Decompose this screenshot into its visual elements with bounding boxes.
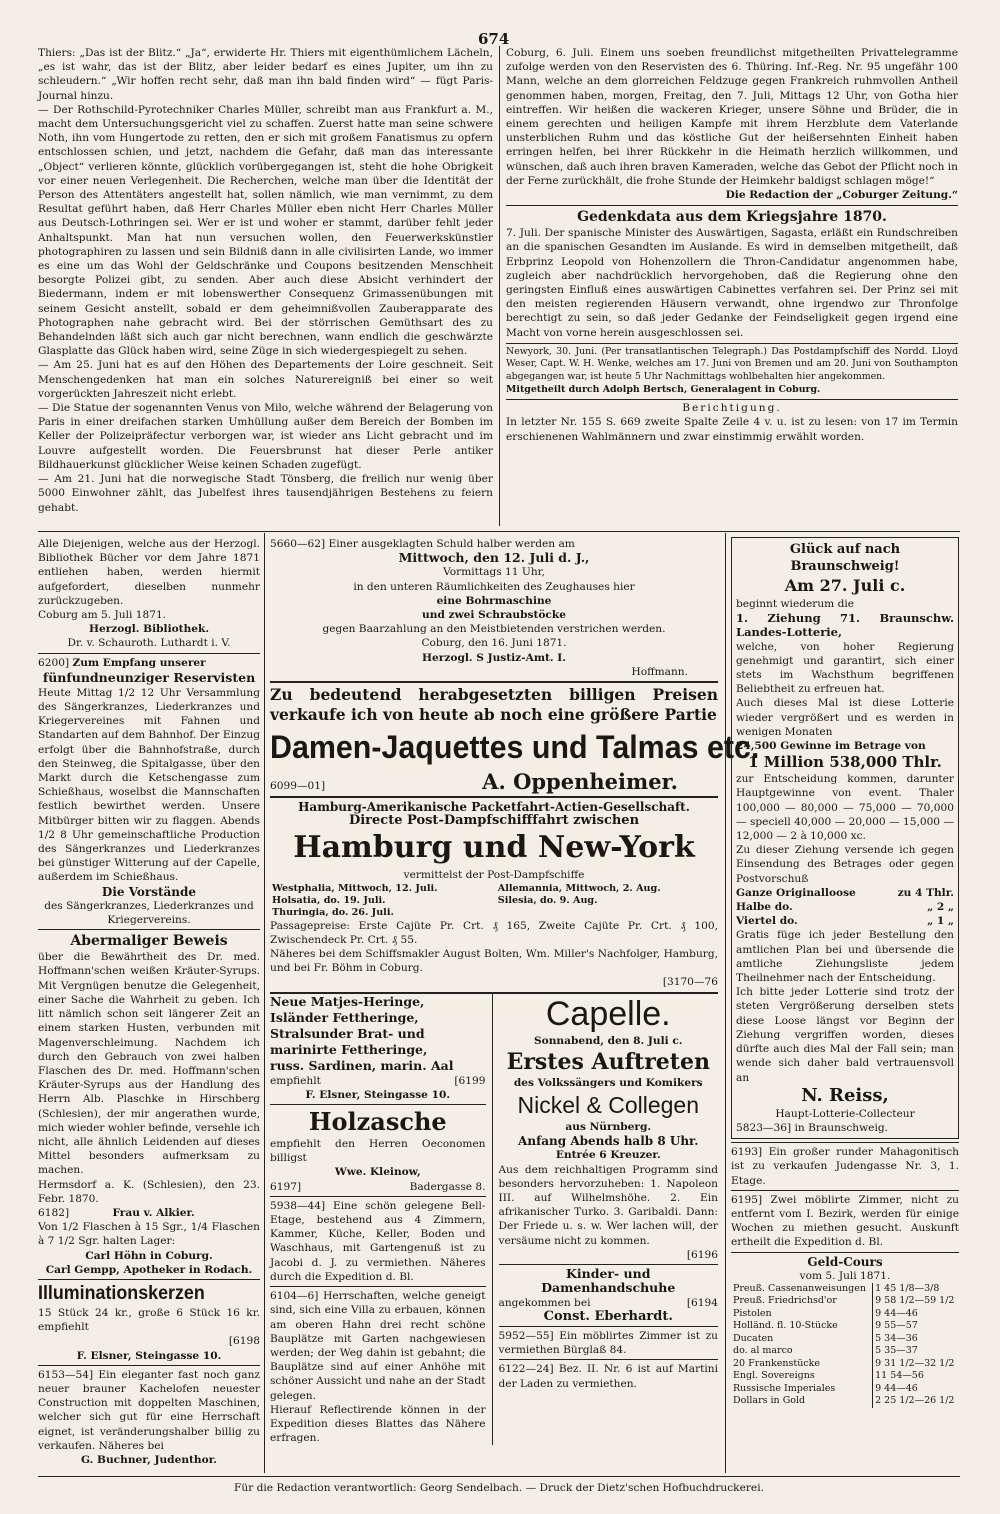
handschuhe-ad	[499, 1267, 718, 1324]
bibliothek-text: Alle Diejenigen, welche aus der Herzogl. Bibliothek Bücher vor dem Jahre 1871 entliehen haben, werden hiermit aufgefordert, dieselben nunmehr zurückzugeben.	[38, 538, 260, 607]
beweis-id: 6182]	[38, 1206, 70, 1219]
kurs-row	[731, 1383, 959, 1396]
lotterie-gewinne: 24,500 Gewinne im Betrage von	[736, 740, 926, 753]
illumination-id: [6198	[228, 1335, 260, 1348]
paragraph-toensberg: — Am 21. Juni hat die norwegische Stadt Tönsberg, die freilich nur wenig über 5000 Einwohner zählt, das Jubelfest ihres tausendjährigen Bestehens zu feiern gehabt.	[38, 473, 493, 514]
column-divider	[725, 533, 726, 1473]
kurs-value: 9 58 1/2—59 1/2	[873, 1295, 959, 1308]
divider	[270, 796, 718, 798]
kurs-label: Pistolen	[733, 1307, 772, 1319]
capelle-id: [6196	[686, 1248, 718, 1261]
kurs-row	[731, 1395, 959, 1408]
kurs-label: Russische Imperiales	[733, 1382, 836, 1394]
ship-cell: Holsatia, do. 19. Juli.	[272, 894, 386, 906]
beweis-ad	[38, 932, 260, 1277]
illumination-ad	[38, 1282, 260, 1363]
handschuhe-text: angekommen bei	[498, 1296, 591, 1309]
lotterie-million: 1 Million 538,000 Thlr.	[748, 753, 942, 772]
empfang-sub: des Sängerkranzes, Liederkranzes und Kriegervereins.	[44, 899, 254, 927]
lose-row	[736, 914, 954, 928]
divider	[499, 1264, 718, 1265]
kurs-label: Ducaten	[733, 1332, 774, 1344]
berichtigung-text: In letzter Nr. 155 S. 669 zweite Spalte Zeile 4 v. u. ist zu lesen: von 17 im Termin erschienenen Wahlmännern und zwar einstimmig erwählt worden.	[506, 416, 958, 443]
schuld-place: in den unteren Räumlichkeiten des Zeughauses hier	[353, 580, 635, 593]
kurs-value: 11 54—56	[873, 1370, 959, 1383]
divider	[506, 399, 958, 400]
divider	[270, 1104, 486, 1105]
lotterie-text-1: welche, von hoher Regierung genehmigt und garantirt, sich einer stets im Wachsthum begriffenen Beliebtheit zu erfreuen hat.	[736, 640, 954, 696]
top-right-news	[506, 46, 958, 444]
ship-cell: Westphalia, Mittwoch, 12. Juli.	[272, 882, 438, 894]
lose-price: „ 2 „	[927, 901, 954, 914]
kurs-row	[731, 1333, 959, 1346]
lose-row	[736, 900, 954, 914]
handschuhe-sign: Const. Eberhardt.	[543, 1308, 673, 1324]
matjes-ad	[270, 994, 486, 1102]
column-divider	[499, 46, 500, 526]
beweis-sign: Frau v. Alkier.	[112, 1206, 195, 1219]
divider	[731, 1252, 959, 1253]
illumination-sign: F. Elsner, Steingasse 10.	[76, 1349, 222, 1362]
kurs-value: 5 35—37	[873, 1345, 959, 1358]
kurs-value: 9 44—46	[873, 1383, 959, 1396]
matjes-line: Neue Matjes-Heringe,	[270, 993, 425, 1009]
kurs-row	[731, 1358, 959, 1371]
capelle-nickel: Nickel & Collegen	[517, 1092, 700, 1119]
ads-column-1	[38, 537, 260, 1467]
lose-price: zu 4 Thlr.	[897, 886, 954, 899]
capelle-programm: Aus dem reichhaltigen Programm sind besonders hervorzuheben: 1. Napoleon III. auf Wilhelmshöhe. 2. Ein afrikanischer Turko. 3. Garibaldi. Dann: Der Friede u. s. w. Wer lachen will, der versäume nicht zu kommen.	[498, 1163, 718, 1247]
divider	[731, 1190, 959, 1191]
illumination-text: 15 Stück 24 kr., große 6 Stück 16 kr. empfiehlt	[38, 1306, 260, 1334]
schuld-item-2: und zwei Schraubstöcke	[422, 609, 566, 622]
lotterie-sub: Haupt-Lotterie-Collecteur	[775, 1107, 915, 1120]
ship-cell: Silesia, do. 9. Aug.	[497, 894, 598, 906]
schuld-name: Hoffmann.	[631, 665, 688, 678]
ofen-ad	[38, 1368, 260, 1467]
matjes-id: [6199	[454, 1074, 486, 1087]
handschuhe-id: [6194	[686, 1296, 718, 1309]
divider	[270, 1286, 486, 1287]
bibliothek-ad	[38, 537, 260, 651]
kurs-row	[731, 1370, 959, 1383]
coburg-telegram: Coburg, 6. Juli. Einem uns soeben freundlichst mitgetheilten Privattelegramme zufolge werden von den Reservisten des 6. Thüring. Inf.-Reg. Nr. 95 ungefähr 100 Mann, welche an dem glorreichen Feldzuge gegen Frankreich ruhmvollen Antheil genommen haben, morgen, Freitag, den 7. Juli, Mittags 12 Uhr, von Gotha hier eintreffen. Wir heißen die wackeren Krieger, unsere Söhne und Brüder, die in einem gerechten und heiligen Kampfe mit ihrem Herzblute dem Vaterlande unsterblichen Ruhm und das köstliche Gut der heißersehnten Einheit haben erringen helfen, bei ihrer Rückkehr in die Heimath herzlich willkommen, und wünschen, daß auch ihren braven Kameraden, welche das Gebot der Pflicht noch in der Ferne zurückhält, die frohe Stunde der Heimkehr baldigst schlagen möge!“	[506, 47, 958, 187]
beweis-price: Von 1/2 Flaschen à 15 Sgr., 1/4 Flaschen à 7 1/2 Sgr. halten Lager:	[38, 1221, 260, 1248]
divider	[499, 1359, 718, 1360]
hapag-big: Hamburg und New-York	[293, 830, 695, 866]
capelle-nbg: aus Nürnberg.	[565, 1121, 652, 1134]
kurs-value: 9 44—46	[873, 1308, 959, 1321]
divider	[270, 1196, 486, 1197]
kurs-label: Preuß. Friedrichsd'or	[733, 1295, 837, 1307]
kurs-label: 20 Frankenstücke	[733, 1357, 821, 1369]
kurs-row	[731, 1295, 959, 1308]
schuld-time: Vormittags 11 Uhr,	[443, 566, 545, 579]
lotterie-begin: beginnt wiederum die	[736, 598, 855, 610]
matjes-sign: F. Elsner, Steingasse 10.	[305, 1088, 451, 1101]
capelle-start: Anfang Abends halb 8 Uhr.	[518, 1134, 699, 1149]
bibliothek-names: Dr. v. Schauroth. Luthardt i. V.	[67, 637, 231, 650]
capelle-title: Capelle.	[545, 994, 671, 1033]
column-divider	[264, 533, 265, 1473]
ship-cell: Thuringia, do. 26. Juli.	[272, 906, 394, 918]
matjes-line: marinirte Fettheringe,	[270, 1041, 428, 1057]
lotterie-title: Glück auf nach Braunschweig!	[789, 542, 901, 574]
capelle-date: Sonnabend, den 8. Juli c.	[534, 1034, 683, 1047]
ofen-sign: G. Buchner, Judenthor.	[80, 1453, 217, 1466]
handschuhe-title: Kinder- und Damenhandschuhe	[541, 1266, 676, 1296]
etage-ad: 5938—44] Eine schön gelegene Bell-Etage, bestehend aus 4 Zimmern, Kammer, Küche, Keller, Boden und Waschhaus, mit Gartengenuß ist zu Jacobi d. J. zu vermiethen. Näheres durch die Expedition d. Bl.	[270, 1199, 486, 1283]
kurs-value: 9 55—57	[873, 1320, 959, 1333]
kurs-row	[731, 1308, 959, 1321]
empfang-big: fünfundneunziger Reservisten	[42, 669, 256, 685]
lose-row	[736, 886, 954, 900]
illumination-title: Illuminationskerzen	[38, 1282, 205, 1304]
hapag-head: Hamburg-Amerikanische Packetfahrt-Actien-Gesellschaft.	[298, 800, 690, 815]
kurs-value: 9 31 1/2—32 1/2	[873, 1358, 959, 1371]
paragraph-venus: — Die Statue der sogenannten Venus von Milo, welche während der Belagerung von Paris in einer dreifachen starken Umhüllung außer dem Bereich der Bomben im Keller der Polizeipräfectur verborgen war, ist wieder ans Licht gebracht und im Louvre aufgestellt worden. Die Feuersbrunst hat dieser Perle antiker Bildhauerkunst glücklicher Weise keinen Schaden zugefügt.	[38, 402, 493, 471]
ofen-text: 6153—54] Ein eleganter fast noch ganz neuer brauner Kachelofen neuester Construction mit doppelten Maschinen, welcher sich gut für eine Herrschaft eignet, ist veränderungshalber billig zu verkaufen. Näheres bei	[38, 1368, 260, 1452]
schuld-ad	[270, 537, 718, 679]
bibliothek-sign: Herzogl. Bibliothek.	[88, 623, 210, 636]
empfang-id: 6200]	[38, 656, 70, 669]
lotterie-ziehung: 1. Ziehung 71. Braunschw. Landes-Lotterie,	[736, 611, 954, 640]
jaquettes-sign: A. Oppenheimer.	[482, 769, 678, 795]
capelle-ad	[499, 994, 718, 1262]
lose-label: Ganze Originalloose	[736, 886, 856, 899]
newyork-signature: Mitgetheilt durch Adolph Bertsch, Generalagent in Coburg.	[506, 383, 821, 395]
geldcours-date: vom 5. Juli 1871.	[799, 1269, 891, 1282]
divider	[506, 343, 958, 344]
lotterie-text-2: Auch dieses Mal ist diese Lotterie wieder vergrößert und es werden in wenigen Monaten	[736, 697, 954, 738]
schuld-item-1: eine Bohrmaschine	[436, 594, 552, 607]
matjes-line: Isländer Fettheringe,	[270, 1009, 419, 1025]
beweis-text: über die Bewährtheit des Dr. med. Hoffmann'schen weißen Kräuter-Syrups. Mit Vergnügen benutze die Gelegenheit, einer Sache die Wahrheit zu geben. Ich litt nämlich schon seit längerer Zeit an einem starken Husten, verbunden mit Magenverschleimung. Nachdem ich durch den Gebrauch von zwei halben Flaschen des Dr. med. Hoffmann'schen Kräuter-Syrups aus der Handlung des Herrn Alb. Plaschke in Hirschberg (Schlesien), der mir angerathen wurde, mich wieder wohler befinde, versehle ich nicht, alle ähnlich Leidenden auf dieses Mittel besonders aufmerksam zu machen.	[38, 951, 260, 1177]
newyork-text: Newyork, 30. Juni. (Per transatlantischen Telegraph.) Das Postdampfschiff des Nordd. Lloyd Weser, Capt. W. H. Wenke, welches am 17. Juni von Bremen und am 20. Juni von Southampton abgegangen war, ist heute 5 Uhr Nachmittags wohlbehalten hier angekommen.	[506, 345, 958, 383]
divider	[38, 1365, 260, 1366]
matjes-line: Stralsunder Brat- und	[270, 1025, 425, 1041]
divider	[506, 205, 958, 206]
beweis-dealer-2: Carl Gempp, Apotheker in Rodach.	[45, 1263, 253, 1276]
schuld-date: Mittwoch, den 12. Juli d. J.,	[398, 550, 590, 566]
hapag-line: Directe Post-Dampfschifffahrt zwischen	[348, 813, 640, 829]
holzasche-text: empfiehlt den Herren Oeconomen billigst	[270, 1138, 486, 1165]
laden-ad: 6122—24] Bez. II. Nr. 6 ist auf Martini der Laden zu vermiethen.	[498, 1363, 718, 1390]
kurs-row	[731, 1345, 959, 1358]
footer-rule	[38, 1476, 960, 1477]
hapag-info: Näheres bei dem Schiffsmakler August Bolten, Wm. Miller's Nachfolger, Hamburg, und bei Fr. Böhm in Coburg.	[270, 948, 718, 975]
ship-row	[270, 907, 718, 919]
page-number: 674	[478, 30, 510, 48]
moebl-ad: 6195] Zwei möblirte Zimmer, nicht zu entfernt vom I. Bezirk, werden für einige Wochen zu miethen gesucht. Auskunft ertheilt die Expedition d. Bl.	[731, 1193, 959, 1249]
hapag-prices: Passagepreise: Erste Cajüte Pr. Crt. ₰ 165, Zweite Cajüte Pr. Crt. ₰ 100, Zwischendeck Pr. Crt. ₰ 55.	[270, 919, 718, 946]
beweis-title: Abermaliger Beweis	[70, 933, 228, 950]
ads-column-4	[731, 537, 959, 1408]
jaquettes-line: Zu bedeutend herabgesetzten billigen Preisen verkaufe ich von heute ab noch eine größere Partie	[270, 685, 718, 725]
ship-row	[270, 895, 718, 907]
ads-column-3	[493, 994, 718, 1446]
holzasche-title: Holzasche	[308, 1107, 447, 1137]
schuld-terms: gegen Baarzahlung an den Meistbietenden verstrichen werden.	[322, 623, 666, 636]
lower-split	[270, 994, 718, 1446]
villa-end: Hierauf Reflectirende können in der Expedition dieses Blattes das Nähere erfragen.	[270, 1403, 486, 1445]
kurs-label: Preuß. Cassenanweisungen	[733, 1282, 866, 1294]
divider	[499, 1326, 718, 1327]
schuld-date-2: Coburg, den 16. Juni 1871.	[421, 637, 567, 650]
holzasche-sign: Wwe. Kleinow,	[334, 1166, 421, 1179]
matjes-line: russ. Sardinen, marin. Aal	[270, 1057, 454, 1073]
kurs-value: 5 34—36	[873, 1333, 959, 1346]
ship-cell: Allemannia, Mittwoch, 2. Aug.	[497, 882, 661, 894]
divider	[38, 653, 260, 654]
ads-top-rule	[38, 531, 960, 532]
berichtigung-title: Berichtigung.	[682, 402, 782, 415]
paragraph-mueller: — Der Rothschild-Pyrotechniker Charles Müller, schreibt man aus Frankfurt a. M., macht dem Untersuchungsgericht viel zu schaffen. Zuerst hatte man seine schwere Noth, ihn vom Hungertode zu retten, den er sich mit großem Fanatismus zu opfern entschlossen schien, und jetzt, nachdem die Gefahr, daß man das interessante „Object“ verlieren könnte, glücklich vorübergegangen ist, steht die hohe Obrigkeit vor einer neuen Verlegenheit. Die Recherchen, welche man über die Identität der Person des Attentäters angestellt hat, sollen nämlich, wie man vernimmt, zu dem Resultat geführt haben, daß Herr Charles Müller eben nicht Herr Charles Müller aus Deutsch-Lothringen sei. Wer er ist und woher er stammt, darüber fehlt jeder Anhaltspunkt. Man hat nun versuchen wollen, den Feuerwerkskünstler photographiren zu lassen und sein Bildniß dann in alle civilisirten Lande, wo immer es eine um das Wohl der Geldschränke und Coupons besitzenden Menschheit besorgte Polizei gibt, zu senden. Aber auch diese Absicht verhindert der Biedermann, indem er mit lobenswerther Consequenz Grimassenübungen mit seinem Gesicht anstellt, sobald er dem geheimnißvollen Zauberapparate des Photographen nahe gebracht wird. Bei der störrischen Gemüthsart des zu Behandelnden läßt sich auch gar nicht berechnen, wann endlich die geschwärzte Glasplatte das Glück haben wird, seine Züge in sich wiedergespiegelt zu sehen.	[38, 103, 493, 358]
lose-price: „ 1 „	[927, 915, 954, 928]
gedenk-text: 7. Juli. Der spanische Minister des Auswärtigen, Sagasta, erläßt ein Rundschreiben an die spanischen Gesandten im Auslande. Es wird in demselben mitgetheilt, daß Erbprinz Leopold von Hohenzollern die Thron-Candidatur angenommen habe, zugleich aber nachdrücklich hervorgehoben, daß die Regierung ohne den geringsten Einfluß eines auswärtigen Cabinettes verfahren sei. Der Prinz sei mit den meisten regierenden Häusern verwandt, ohne irgendwo zur Thronfolge berechtigt zu sein, so daß jeder Gedanke der Feindseligkeit gegen irgend eine Macht von vorne herein ausgeschlossen sei.	[506, 227, 958, 339]
tisch-ad: 6193] Ein großer runder Mahagonitisch ist zu verkaufen Judengasse Nr. 3, 1. Etage.	[731, 1146, 959, 1187]
hapag-id: [3170—76	[662, 976, 718, 989]
lotterie-sign: N. Reiss,	[801, 1084, 889, 1106]
zimmer-ad: 5952—55] Ein möblirtes Zimmer ist zu vermiethen Bürglaß 84.	[498, 1329, 718, 1357]
kurs-label: Dollars in Gold	[733, 1395, 806, 1407]
hapag-ad	[270, 800, 718, 990]
capelle-entree: Entrée 6 Kreuzer.	[555, 1149, 661, 1162]
schuld-sign: Herzogl. S Justiz-Amt. I.	[422, 651, 566, 664]
empfang-ad	[38, 656, 260, 928]
ship-cell	[496, 907, 718, 919]
divider	[731, 1142, 959, 1143]
ships-table	[270, 883, 718, 919]
kurs-value: 1 45 1/8—3/8	[873, 1283, 959, 1296]
kurs-label: Holländ. fl. 10-Stücke	[733, 1320, 838, 1332]
divider	[270, 681, 718, 683]
empfang-head: Zum Empfang unserer	[72, 656, 206, 669]
lotterie-text-5: Gratis füge ich jeder Bestellung den amtlichen Plan bei und übersende die amtliche Ziehungsliste jedem Theilnehmer nach der Entscheidung.	[736, 929, 954, 985]
kurs-row	[731, 1320, 959, 1333]
jaquettes-big: Damen-Jaquettes und Talmas etc.	[270, 729, 760, 766]
paragraph-loire: — Am 25. Juni hat es auf den Höhen des Departements der Loire geschneit. Seit Menschengedenken hat man ein solches Naturereigniß bei einer so weit vorgerückten Jahreszeit nicht erlebt.	[38, 359, 493, 400]
holzasche-ad	[270, 1107, 486, 1194]
gedenk-title: Gedenkdata aus dem Kriegsjahre 1870.	[577, 209, 887, 226]
lower-left	[270, 994, 493, 1446]
lotterie-text-3: zur Entscheidung kommen, darunter Hauptgewinne von event. Thaler 100,000 — 80,000 — 75,000 — 70,000 — speciell 40,000 — 20,000 — 15,000 — 12,000 — 2 à 10,000 xc.	[736, 773, 955, 843]
holzasche-addr: Badergasse 8.	[409, 1180, 486, 1193]
schuld-text: 5660—62] Einer ausgeklagten Schuld halber werden am	[270, 538, 575, 550]
lose-label: Halbe do.	[736, 901, 793, 914]
jaquettes-id: 6099—01]	[270, 780, 326, 793]
divider	[38, 1279, 260, 1280]
holzasche-id: 6197]	[270, 1180, 302, 1193]
top-left-news	[38, 46, 493, 515]
lotterie-ad	[731, 537, 959, 1139]
kurs-table	[731, 1283, 959, 1408]
hapag-via: vermittelst der Post-Dampfschiffe	[403, 869, 585, 882]
divider	[38, 929, 260, 930]
lotterie-id: 5823—36] in Braunschweig.	[736, 1121, 888, 1134]
beweis-place: Hermsdorf a. K. (Schlesien), den 23. Febr. 1870.	[38, 1178, 260, 1205]
paragraph-thiers: Thiers: „Das ist der Blitz.“ „Ja“, erwiderte Hr. Thiers mit eigenthümlichem Lächeln, „es ist wahr, das ist der Blitz, aber leider bedarf es eines Jupiter, um ihn zu schleudern.“ „Wir hoffen recht sehr, daß man ihn bald finden wird“ — fügt Paris-Journal hinzu.	[38, 47, 493, 102]
lotterie-date: Am 27. Juli c.	[784, 576, 906, 595]
beweis-dealer-1: Carl Höhn in Coburg.	[85, 1249, 213, 1262]
kurs-value: 2 25 1/2—26 1/2	[873, 1395, 959, 1408]
capelle-ers: Erstes Auftreten	[506, 1048, 710, 1075]
matjes-text: empfiehlt	[270, 1074, 321, 1087]
lotterie-text-4: Zu dieser Ziehung versende ich gegen Einsendung des Betrages oder gegen Postvorschuß	[736, 844, 954, 885]
kurs-label: Engl. Sovereigns	[733, 1370, 815, 1382]
kurs-label: do. al marco	[733, 1345, 793, 1357]
bibliothek-date: Coburg am 5. Juli 1871.	[38, 609, 167, 622]
coburg-signature: Die Redaction der „Coburger Zeitung.“	[725, 189, 958, 202]
kurs-row	[731, 1283, 959, 1296]
lose-label: Viertel do.	[736, 915, 798, 928]
capelle-des: des Volkssängers und Komikers	[513, 1076, 703, 1089]
jaquettes-ad	[270, 685, 760, 795]
villa-ad: 6104—6] Herrschaften, welche geneigt sind, sich eine Villa zu erbauen, können am oberen Hahn drei recht schöne Bauplätze mit Garten nachgewiesen werden; der Weg dahin ist gebahnt; die Bauplätze sind auf einer Anhöhe mit schöner Aussicht und nahe an der Stadt gelegen.	[270, 1290, 486, 1402]
footer-text: Für die Redaction verantwortlich: Georg Sendelbach. — Druck der Dietz'schen Hofbuchdruckerei.	[234, 1482, 764, 1494]
empfang-sign: Die Vorstände	[101, 884, 197, 899]
ship-row	[270, 883, 718, 895]
empfang-text: Heute Mittag 1/2 12 Uhr Versammlung des Sängerkranzes, Liederkranzes und Kriegervereines mit Fahnen und Standarten auf dem Bahnhof. Der Einzug erfolgt über die Bahnhofstraße, durch den Steinweg, die Spitalgasse, über den Markt durch die Ketschengasse zum Schießhaus, woselbst die Mannschaften festlich bewirthet werden. Unsere Mitbürger bitten wir zu flaggen. Abends 1/2 8 Uhr gemeinschaftliche Production des Sängerkranzes und Liederkranzes bei günstiger Witterung auf der Capelle, außerdem im Schießhaus.	[38, 686, 260, 884]
geldcours-title: Geld-Cours	[807, 1254, 883, 1269]
lotterie-text-6: Ich bitte jeder Lotterie sind trotz der steten Vergrößerung derselben stets diese Loose längst vor Beginn der Ziehung vergriffen worden, dieses dürfte auch dies Mal der Fall sein; man wende sich daher bald vertrauensvoll an	[736, 986, 954, 1084]
